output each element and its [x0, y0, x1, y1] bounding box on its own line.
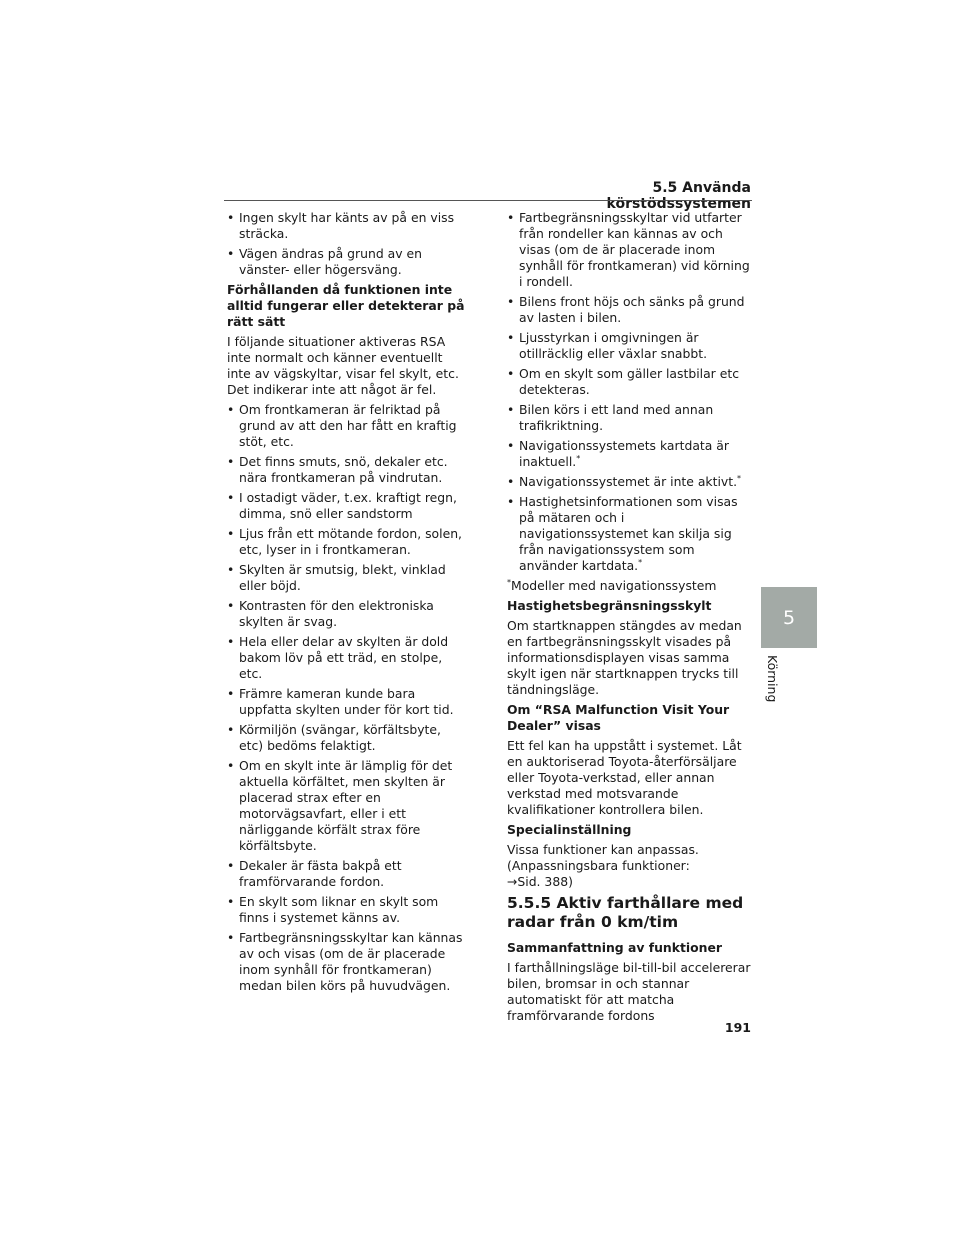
bullet-list-conditions — [227, 402, 467, 994]
footnote-text: Modeller med navigationssystem — [511, 578, 717, 593]
page-number: 191 — [724, 1020, 751, 1035]
list-item: • Ljusstyrkan i omgivningen är otillräcklig eller växlar snabbt. — [507, 330, 753, 362]
paragraph: Om startknappen stängdes av medan en fartbegränsningsskylt visades på informationsdisplayen visas samma skylt igen när startknappen trycks till tändningsläge. — [507, 618, 742, 697]
right-column — [507, 210, 753, 1028]
list-item: • Det finns smuts, snö, dekaler etc. nära frontkameran på vindrutan. — [227, 454, 467, 486]
left-column — [227, 210, 467, 998]
footnote — [507, 578, 753, 594]
list-item: • Fartbegränsningsskyltar kan kännas av och visas (om de är placerade inom synhåll för frontkameran) medan bilen körs på huvudvägen. — [227, 930, 467, 994]
footnote-marker: * — [576, 453, 581, 463]
list-item: • Om en skylt som gäller lastbilar etc detekteras. — [507, 366, 753, 398]
list-item — [507, 438, 753, 470]
paragraph — [507, 842, 753, 890]
list-item: • Om frontkameran är felriktad på grund av att den har fått en kraftig stöt, etc. — [227, 402, 467, 450]
list-item: • Fartbegränsningsskyltar vid utfarter från rondeller kan kännas av och visas (om de är placerade inom synhåll för frontkameran) vid körning i rondell. — [507, 210, 753, 290]
subheading: Specialinställning — [507, 822, 632, 837]
list-item: • Bilens front höjs och sänks på grund av lasten i bilen. — [507, 294, 753, 326]
bullet-text: Navigationssystemets kartdata är inaktuell. — [519, 438, 729, 469]
footnote-marker: * — [737, 473, 742, 483]
paragraph: Ett fel kan ha uppstått i systemet. Låt en auktoriserad Toyota-återförsäljare eller Toyota-verkstad, eller annan verkstad med motsvarande kvalifikationer kontrollera bilen. — [507, 738, 742, 817]
list-item: • Körmiljön (svängar, körfältsbyte, etc) bedöms felaktigt. — [227, 722, 467, 754]
section-header: 5.5 Använda körstödssystemen — [606, 180, 751, 212]
list-item: • Bilen körs i ett land med annan trafikriktning. — [507, 402, 753, 434]
subheading: Om “RSA Malfunction Visit Your Dealer” visas — [507, 702, 730, 733]
list-item: • Skylten är smutsig, blekt, vinklad eller böjd. — [227, 562, 467, 594]
list-item: • Hela eller delar av skylten är dold bakom löv på ett träd, en stolpe, etc. — [227, 634, 467, 682]
bullet-list-continued — [507, 210, 753, 574]
subheading: Hastighetsbegränsningsskylt — [507, 598, 712, 613]
paragraph-text: Vissa funktioner kan anpassas. (Anpassningsbara funktioner: — [507, 842, 699, 873]
list-item: • Om en skylt inte är lämplig för det aktuella körfältet, men skylten är placerad strax efter en motorvägsavfart, eller i ett närliggande körfält strax före körfältsbyte. — [227, 758, 467, 854]
paragraph: I följande situationer aktiveras RSA inte normalt och känner eventuellt inte av vägskyltar, visar fel skylt, etc. Det indikerar inte att något är fel. — [227, 334, 459, 397]
subheading: Förhållanden då funktionen inte alltid fungerar eller detekterar på rätt sätt — [227, 282, 465, 329]
list-item: • Ingen skylt har känts av på en viss sträcka. — [227, 210, 467, 242]
page-reference: →Sid. 388) — [507, 874, 573, 889]
chapter-tab-label: Körning — [765, 655, 780, 703]
list-item: • En skylt som liknar en skylt som finns i systemet känns av. — [227, 894, 467, 926]
chapter-tab: 5 — [761, 587, 817, 648]
section-title: 5.5.5 Aktiv farthållare med radar från 0 km/tim — [507, 894, 744, 931]
subheading: Sammanfattning av funktioner — [507, 940, 723, 955]
header-divider — [224, 200, 752, 201]
paragraph: I farthållningsläge bil-till-bil accelererar bilen, bromsar in och stannar automatiskt för att matcha framförvarande fordons — [507, 960, 751, 1023]
list-item: • Kontrasten för den elektroniska skylten är svag. — [227, 598, 467, 630]
list-item: • I ostadigt väder, t.ex. kraftigt regn, dimma, snö eller sandstorm — [227, 490, 467, 522]
footnote-marker: * — [638, 557, 643, 567]
list-item: • Ljus från ett mötande fordon, solen, etc, lyser in i frontkameran. — [227, 526, 467, 558]
list-item: • Främre kameran kunde bara uppfatta skylten under för kort tid. — [227, 686, 467, 718]
list-item: • Dekaler är fästa bakpå ett framförvarande fordon. — [227, 858, 467, 890]
bullet-text: Navigationssystemet är inte aktivt. — [519, 474, 738, 489]
list-item — [507, 474, 753, 490]
list-item — [507, 494, 753, 574]
bullet-text: Hastighetsinformationen som visas på mätaren och i navigationssystemet kan skilja sig från navigationssystem som använder kartdata. — [519, 494, 738, 573]
footnote-marker: * — [507, 577, 511, 587]
bullet-list-top — [227, 210, 467, 278]
list-item: • Vägen ändras på grund av en vänster- eller högersväng. — [227, 246, 467, 278]
